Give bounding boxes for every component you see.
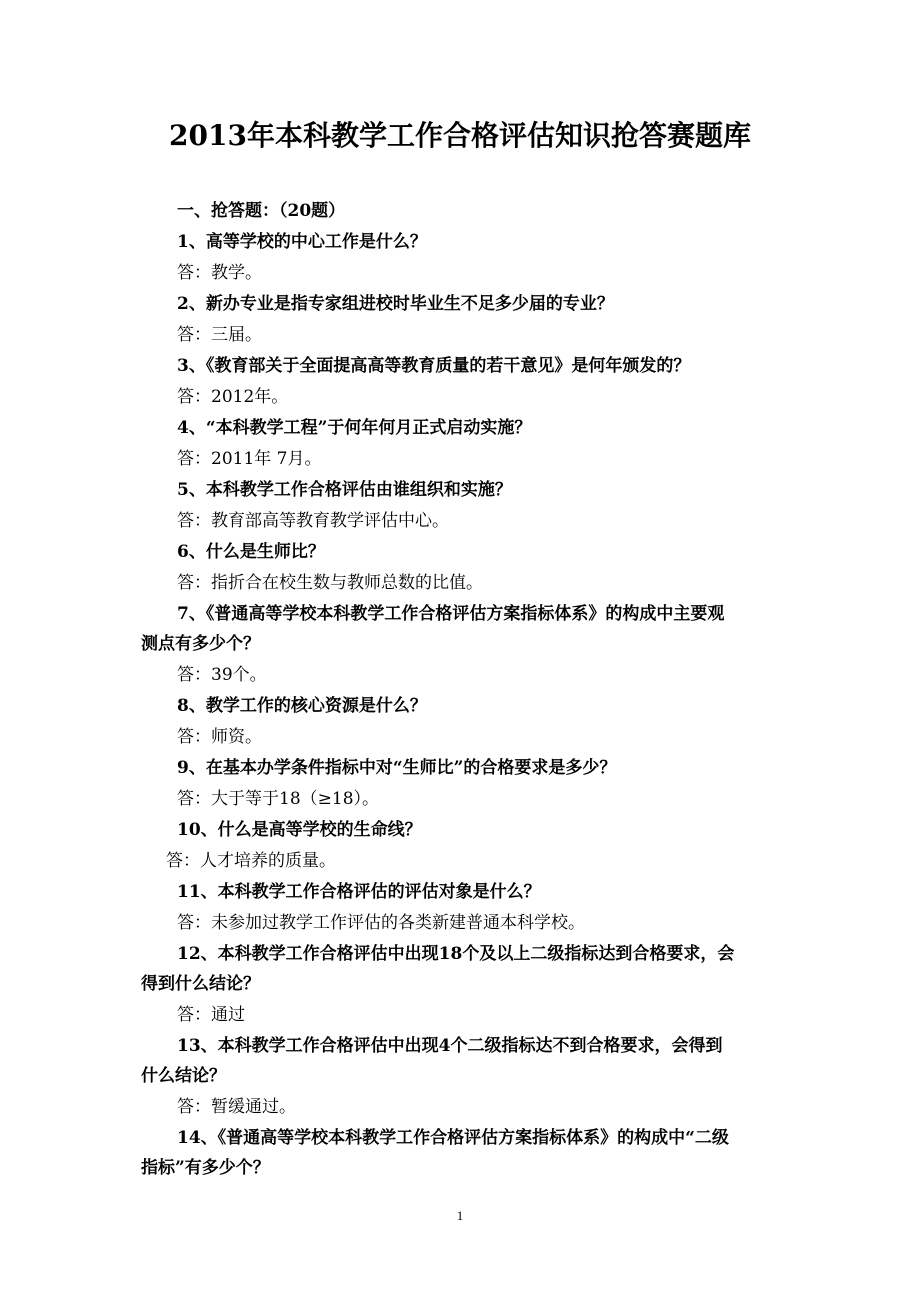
answer-5: 答：教育部高等教育教学评估中心。 [177,511,449,531]
question-10: 10、什么是高等学校的生命线？ [177,820,422,840]
question-7-line-2: 测点有多少个？ [141,634,260,654]
question-12-line-1: 12、本科教学工作合格评估中出现18个及以上二级指标达到合格要求，会 [177,944,735,964]
question-3: 3、《教育部关于全面提高高等教育质量的若干意见》是何年颁发的？ [177,356,691,376]
question-14-line-1: 14、《普通高等学校本科教学工作合格评估方案指标体系》的构成中“二级 [177,1128,729,1148]
question-6: 6、什么是生师比？ [177,542,325,562]
question-2: 2、新办专业是指专家组进校时毕业生不足多少届的专业？ [177,294,614,314]
question-13-line-2: 什么结论？ [141,1066,226,1086]
question-14-line-2: 指标”有多少个？ [141,1158,270,1178]
answer-7: 答：39个。 [177,665,267,685]
question-9: 9、在基本办学条件指标中对“生师比”的合格要求是多少？ [177,758,617,778]
page-title: 2013年本科教学工作合格评估知识抢答赛题库 [169,119,751,152]
section-heading: 一、抢答题：（20题） [177,201,346,221]
answer-1: 答：教学。 [177,263,262,283]
page-number: 1 [456,1208,464,1223]
question-13-line-1: 13、本科教学工作合格评估中出现4个二级指标达不到合格要求，会得到 [177,1036,723,1056]
answer-11: 答：未参加过教学工作评估的各类新建普通本科学校。 [177,913,585,933]
answer-10: 答：人才培养的质量。 [166,851,336,871]
question-8: 8、教学工作的核心资源是什么？ [177,696,427,716]
question-12-line-2: 得到什么结论？ [141,974,260,994]
question-5: 5、本科教学工作合格评估由谁组织和实施？ [177,480,512,500]
question-7-line-1: 7、《普通高等学校本科教学工作合格评估方案指标体系》的构成中主要观 [177,604,725,624]
answer-8: 答：师资。 [177,727,262,747]
answer-12: 答：通过 [177,1005,245,1025]
question-4: 4、“本科教学工程”于何年何月正式启动实施？ [177,418,532,438]
question-1: 1、高等学校的中心工作是什么？ [177,232,427,252]
answer-13: 答：暂缓通过。 [177,1097,296,1117]
question-11: 11、本科教学工作合格评估的评估对象是什么？ [177,882,541,902]
answer-9: 答：大于等于18（≥18）。 [177,789,380,809]
answer-3: 答：2012年。 [177,387,289,407]
answer-2: 答：三届。 [177,325,262,345]
answer-6: 答：指折合在校生数与教师总数的比值。 [177,573,483,593]
answer-4: 答：2011年 7月。 [177,449,322,469]
